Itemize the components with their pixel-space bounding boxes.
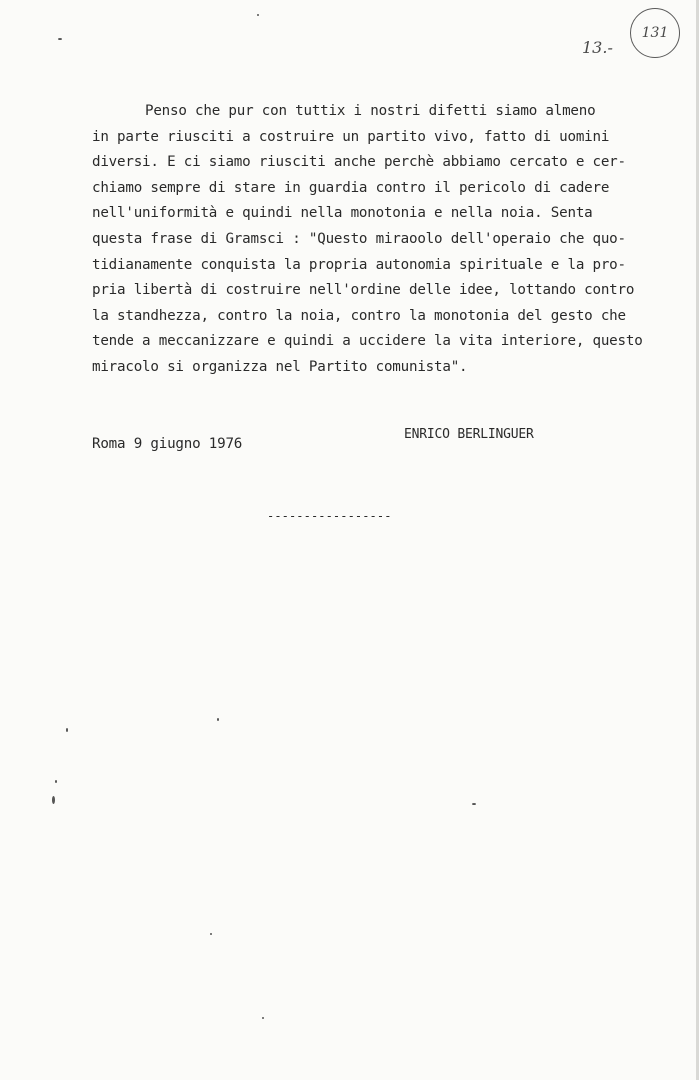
scan-speck xyxy=(55,780,57,783)
scan-speck xyxy=(210,933,212,935)
page-number: 13.- xyxy=(582,38,613,57)
scan-speck xyxy=(58,38,62,40)
scan-speck xyxy=(52,796,55,804)
paragraph-line: nell'uniformità e quindi nella monotonia e nella noia. Senta xyxy=(92,205,593,222)
place-date: Roma 9 giugno 1976 xyxy=(92,436,243,452)
paragraph-line: questa frase di Gramsci : "Questo miraoolo dell'operaio che quo- xyxy=(92,230,626,247)
scan-speck xyxy=(262,1017,264,1019)
section-divider: ----------------- xyxy=(267,509,392,523)
stamp-number: 131 xyxy=(641,25,669,41)
signature: ENRICO BERLINGUER xyxy=(404,427,534,442)
paragraph-line: chiamo sempre di stare in guardia contro il pericolo di cadere xyxy=(92,179,610,196)
paragraph-line: Penso che pur con tuttix i nostri difetti siamo almeno xyxy=(145,103,596,119)
scan-speck xyxy=(257,14,259,16)
paragraph-line: miracolo si organizza nel Partito comunista". xyxy=(92,358,468,375)
paragraph-line: in parte riusciti a costruire un partito vivo, fatto di uomini xyxy=(92,128,610,145)
paragraph-line: diversi. E ci siamo riusciti anche perchè abbiamo cercato e cer- xyxy=(92,154,626,171)
paragraph-line: tende a meccanizzare e quindi a uccidere la vita interiore, questo xyxy=(92,333,643,350)
paragraph-line: tidianamente conquista la propria autonomia spirituale e la pro- xyxy=(92,256,626,273)
archive-stamp xyxy=(630,8,680,58)
paragraph-line: pria libertà di costruire nell'ordine delle idee, lottando contro xyxy=(92,282,635,299)
paragraph-line: la standhezza, contro la noia, contro la monotonia del gesto che xyxy=(92,307,626,324)
scan-speck xyxy=(217,718,219,721)
body-paragraph xyxy=(92,99,672,381)
scan-speck xyxy=(66,728,68,732)
scan-speck xyxy=(472,803,476,805)
